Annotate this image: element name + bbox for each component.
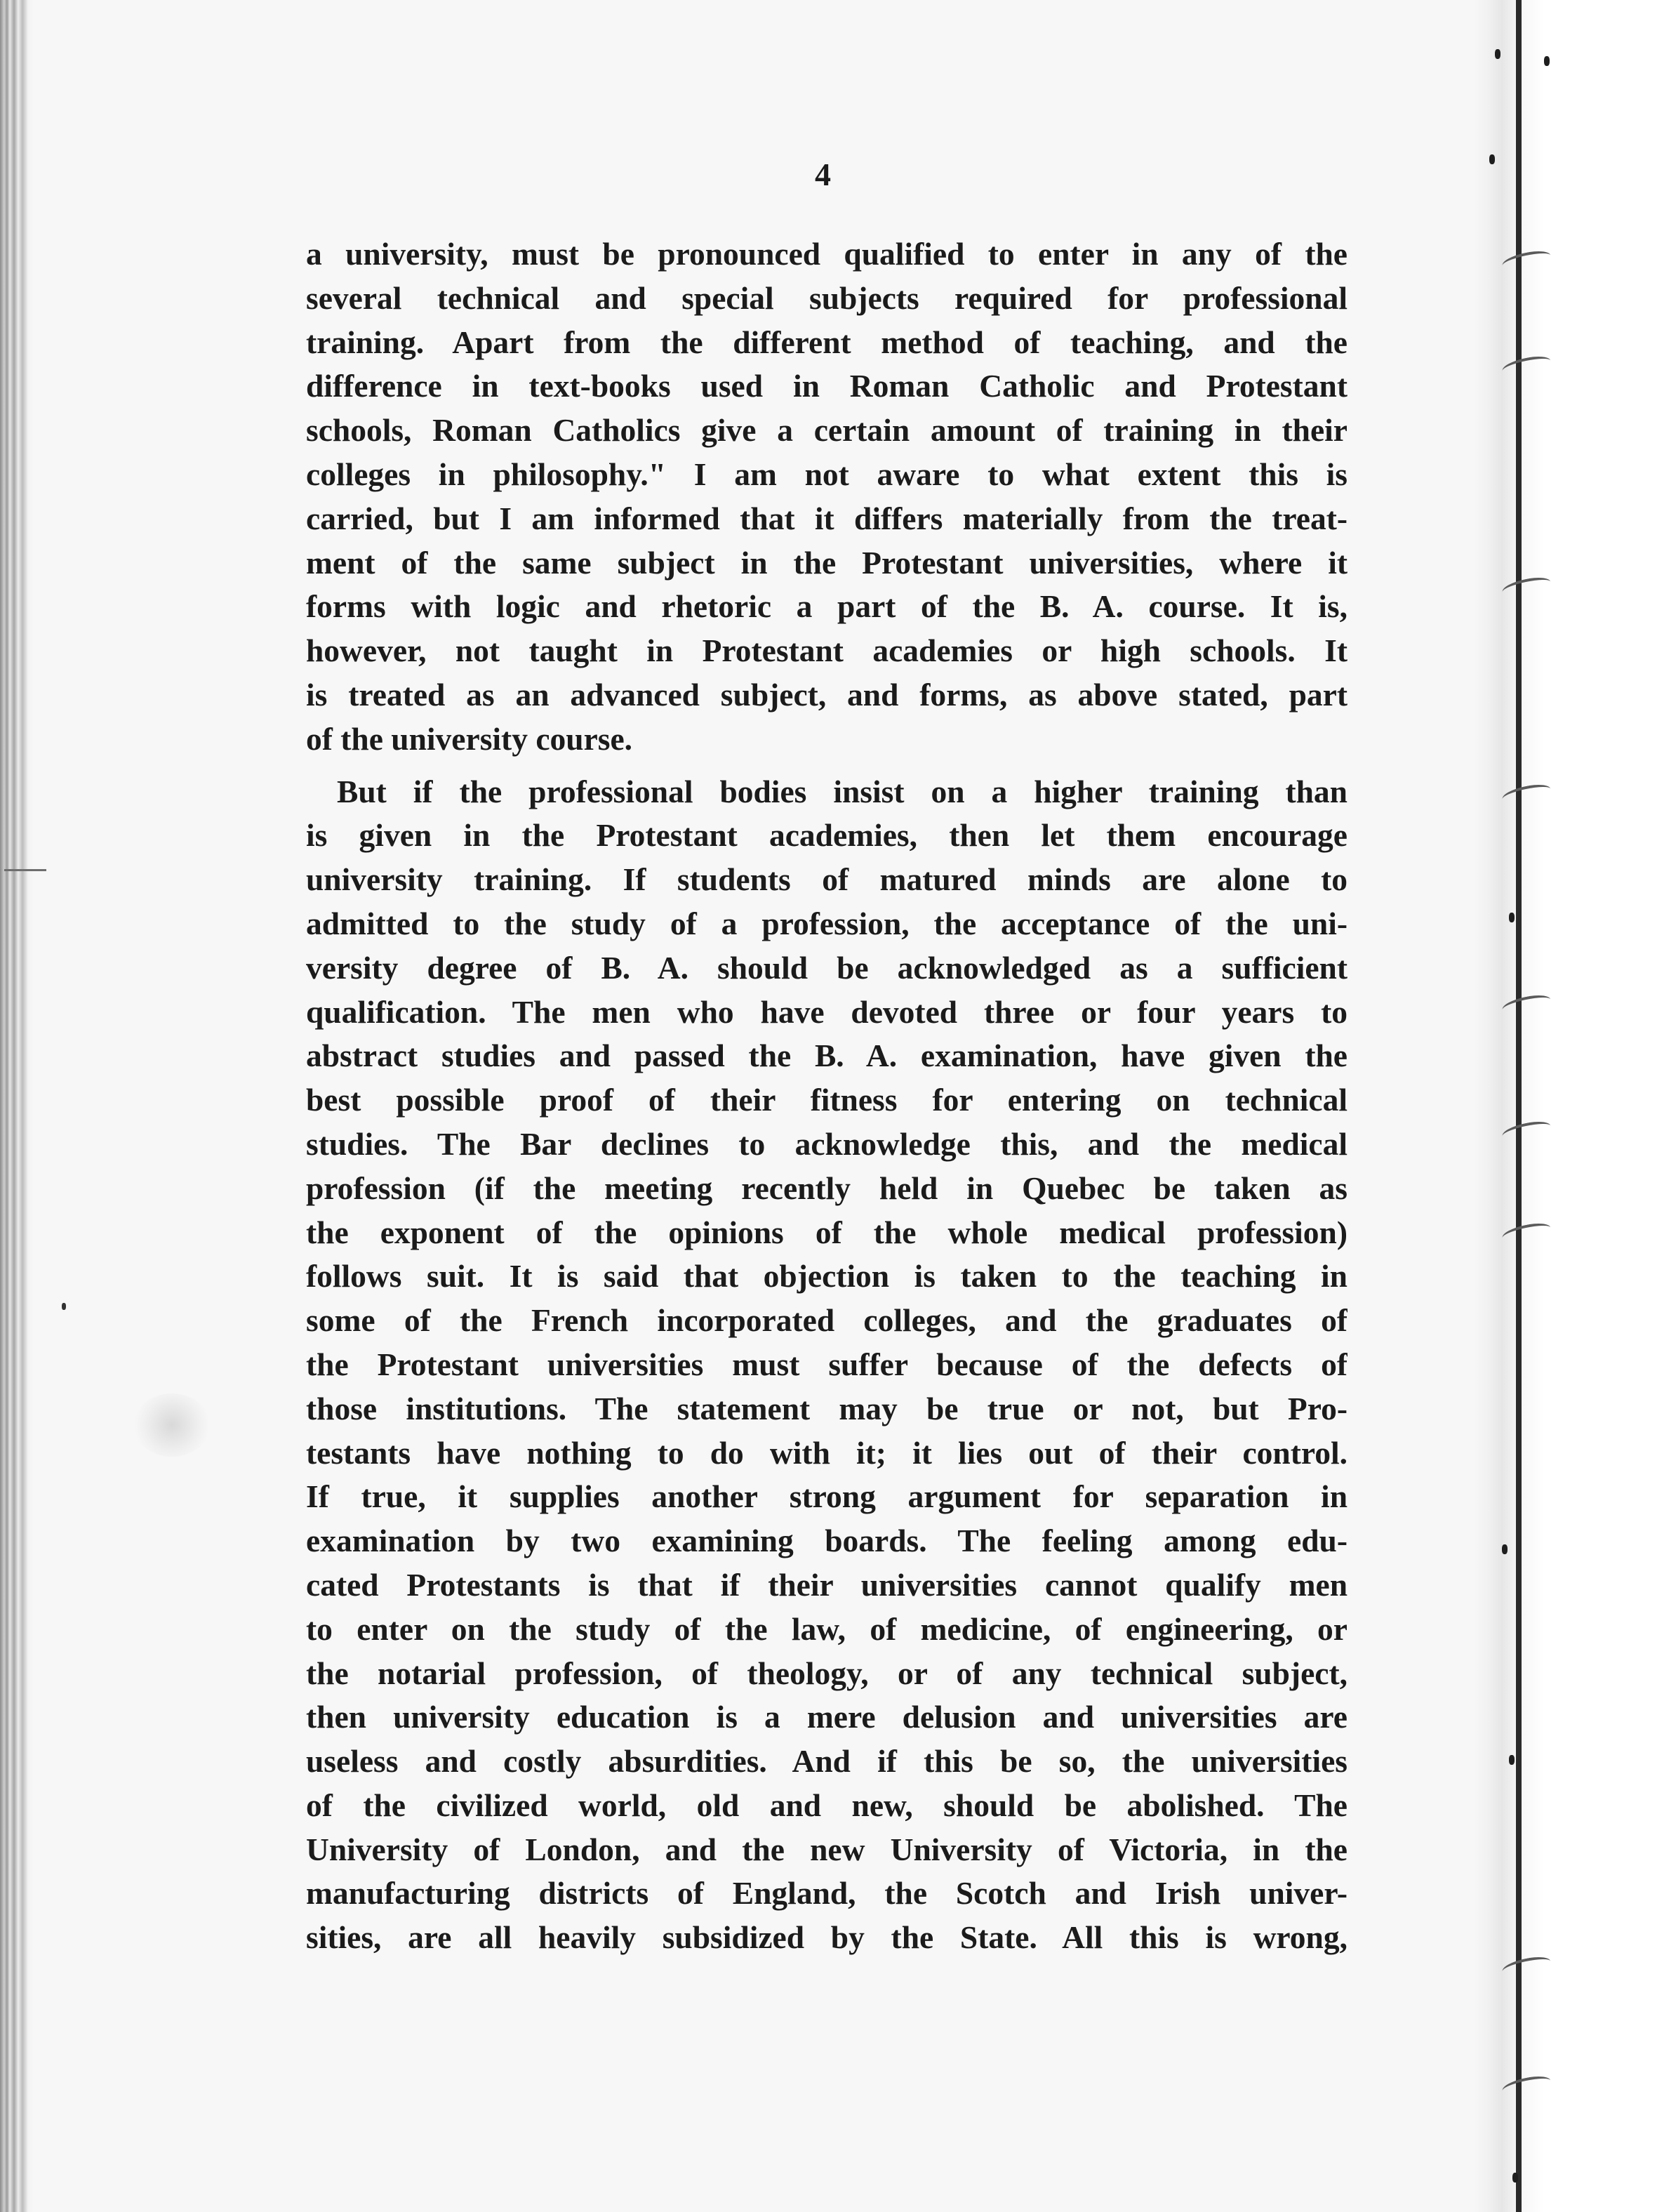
text-line: training. Apart from the different method of teaching, and the — [306, 324, 1347, 360]
text-line: best possible proof of their fitness for entering on technical — [306, 1082, 1347, 1118]
text-line: however, not taught in Protestant academies or high schools. It — [306, 633, 1347, 669]
page-stack-edge — [0, 0, 34, 2212]
text-line: a university, must be pronounced qualified to enter in any of the — [306, 236, 1347, 272]
paragraph — [306, 770, 1347, 1961]
ink-speck — [1509, 1755, 1515, 1765]
text-line: University of London, and the new University of Victoria, in the — [306, 1831, 1347, 1867]
text-line: the notarial profession, of theology, or of any technical subject, — [306, 1655, 1347, 1691]
binding-spine — [1516, 0, 1522, 2212]
text-line: qualification. The men who have devoted three or four years to — [306, 993, 1347, 1030]
text-line: university training. If students of matured minds are alone to — [306, 861, 1347, 898]
text-line: those institutions. The statement may be true or not, but Pro- — [306, 1390, 1347, 1426]
text-line: ment of the same subject in the Protestant universities, where it — [306, 544, 1347, 581]
text-line: several technical and special subjects required for professional — [306, 279, 1347, 316]
text-line: examination by two examining boards. The feeling among edu- — [306, 1523, 1347, 1559]
text-line: If true, it supplies another strong argument for separation in — [306, 1478, 1347, 1515]
text-line: profession (if the meeting recently held in Quebec be taken as — [306, 1170, 1347, 1206]
text-line: studies. The Bar declines to acknowledge this, and the medical — [306, 1125, 1347, 1162]
text-line: colleges in philosophy." I am not aware to what extent this is — [306, 456, 1347, 492]
text-line: cated Protestants is that if their universities cannot qualify men — [306, 1566, 1347, 1603]
text-line: of the university course. — [306, 720, 633, 757]
text-line: But if the professional bodies insist on a higher training than — [337, 773, 1347, 809]
binding-margin — [1474, 0, 1657, 2212]
text-line: forms with logic and rhetoric a part of the B. A. course. It is, — [306, 588, 1347, 625]
page-edge-mark — [4, 869, 46, 871]
text-line: the Protestant universities must suffer because of the defects of — [306, 1346, 1347, 1382]
text-line: carried, but I am informed that it differs materially from the treat- — [306, 500, 1347, 536]
ink-speck — [1495, 49, 1500, 59]
ink-speck — [1509, 913, 1515, 922]
text-line: schools, Roman Catholics give a certain amount of training in their — [306, 412, 1347, 449]
text-line: then university education is a mere delusion and universities are — [306, 1699, 1347, 1735]
text-line: versity degree of B. A. should be acknowledged as a sufficient — [306, 949, 1347, 986]
text-line: is given in the Protestant academies, then let them encourage — [306, 817, 1347, 854]
text-line: of the civilized world, old and new, should be abolished. The — [306, 1787, 1347, 1823]
paper-smudge — [133, 1393, 211, 1457]
body-text — [306, 232, 1347, 1960]
text-line: some of the French incorporated colleges, and the graduates of — [306, 1302, 1347, 1339]
ink-speck — [1512, 2173, 1518, 2183]
page-number: 4 — [815, 157, 831, 192]
paragraph — [306, 232, 1347, 762]
ink-speck — [1544, 56, 1550, 66]
text-line: sities, are all heavily subsidized by the State. All this is wrong, — [306, 1919, 1347, 1956]
text-line: to enter on the study of the law, of medicine, of engineering, or — [306, 1610, 1347, 1647]
text-line: the exponent of the opinions of the whole medical profession) — [306, 1214, 1347, 1250]
text-line: abstract studies and passed the B. A. examination, have given the — [306, 1038, 1347, 1074]
text-line: useless and costly absurdities. And if this be so, the universities — [306, 1743, 1347, 1780]
text-line: testants have nothing to do with it; it lies out of their control. — [306, 1434, 1347, 1471]
text-line: follows suit. It is said that objection is taken to the teaching in — [306, 1258, 1347, 1294]
text-line: is treated as an advanced subject, and forms, as above stated, part — [306, 676, 1347, 713]
text-line: difference in text-books used in Roman Catholic and Protestant — [306, 368, 1347, 404]
text-line: admitted to the study of a profession, the acceptance of the uni- — [306, 905, 1347, 941]
text-line: manufacturing districts of England, the Scotch and Irish univer- — [306, 1875, 1347, 1912]
ink-dot — [62, 1303, 66, 1310]
ink-speck — [1502, 1544, 1508, 1554]
